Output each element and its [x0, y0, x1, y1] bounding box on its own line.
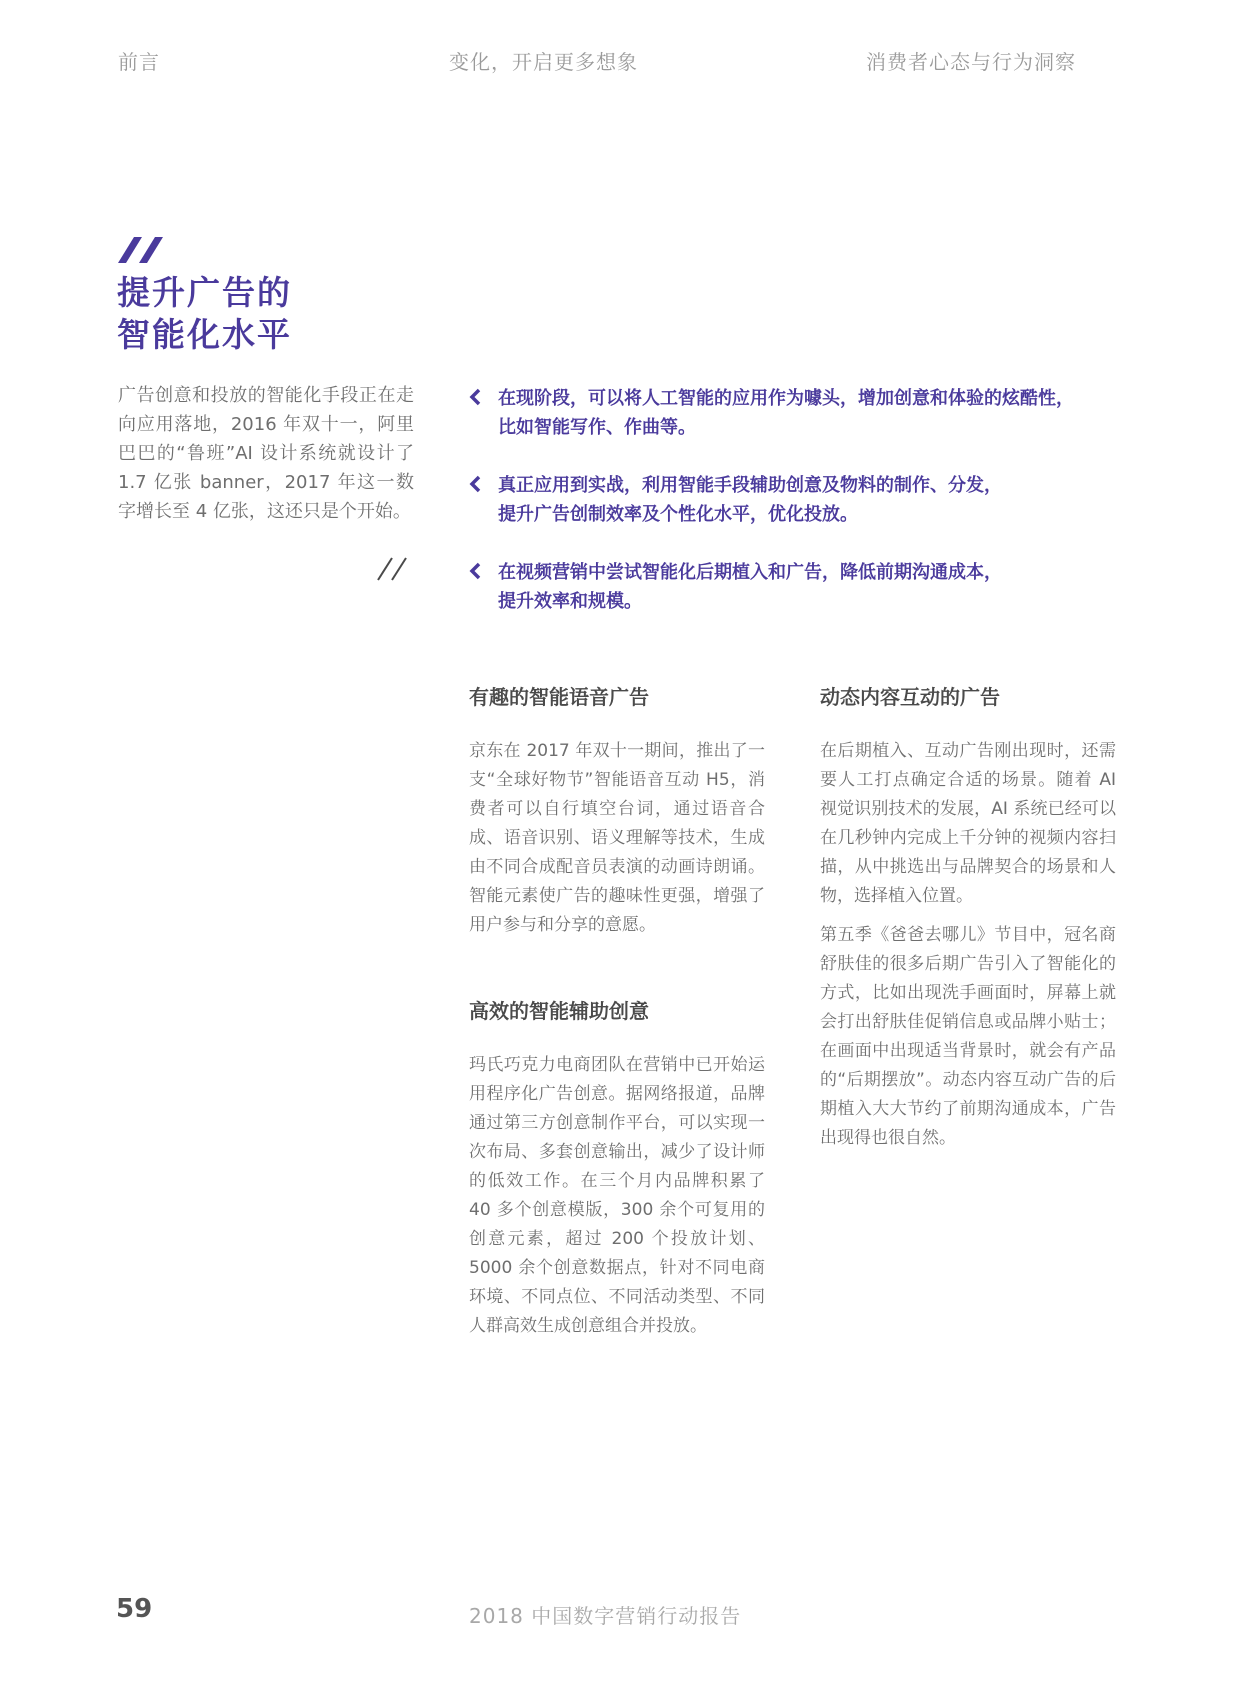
- article-voice-ads: [469, 683, 765, 940]
- double-slash-icon: [118, 235, 166, 265]
- section-title-line2: 智能化水平: [117, 315, 292, 354]
- key-point-item: [468, 558, 1108, 616]
- header-left: 前言: [118, 50, 160, 74]
- article-body: 第五季《爸爸去哪儿》节目中，冠名商舒肤佳的很多后期广告引入了智能化的方式，比如出现洗手画面时，屏幕上就会打出舒肤佳促销信息或品牌小贴士；在画面中出现适当背景时，就会有产品的“后期摆放”。动态内容互动广告的后期植入大大节约了前期沟通成本，广告出现得也很自然。: [820, 925, 1116, 1148]
- article-body: 玛氏巧克力电商团队在营销中已开始运用程序化广告创意。据网络报道，品牌通过第三方创意制作平台，可以实现一次布局、多套创意输出，减少了设计师的低效工作。在三个月内品牌积累了 40 多个创意模版，300 余个可复用的创意元素，超过 200 个投放计划、5000 余个创意数据点，针对不同电商环境、不同点位、不同活动类型、不同人群高效生成创意组合并投放。: [469, 1055, 765, 1336]
- key-points-list: [468, 384, 1108, 645]
- article-body: 在后期植入、互动广告刚出现时，还需要人工打点确定合适的场景。随着 AI 视觉识别技术的发展，AI 系统已经可以在几秒钟内完成上千分钟的视频内容扫描，从中挑选出与品牌契合的场景和人物，选择植入位置。: [820, 741, 1116, 906]
- footer-report-title: 2018 中国数字营销行动报告: [469, 1604, 742, 1628]
- key-point-item: [468, 384, 1108, 442]
- chevron-left-icon: [468, 474, 482, 494]
- article-body: 京东在 2017 年双十一期间，推出了一支“全球好物节”智能语音互动 H5，消费者可以自行填空台词，通过语音合成、语音识别、语义理解等技术，生成由不同合成配音员表演的动画诗朗诵。智能元素使广告的趣味性更强，增强了用户参与和分享的意愿。: [469, 741, 765, 935]
- header-right: 消费者心态与行为洞察: [866, 50, 1076, 74]
- key-point-line2: 提升效率和规模。: [498, 591, 642, 612]
- header-center: 变化，开启更多想象: [449, 50, 638, 74]
- key-point-line2: 提升广告创制效率及个性化水平，优化投放。: [498, 504, 858, 525]
- small-double-slash-icon: [376, 556, 412, 582]
- article-heading: 有趣的智能语音广告: [469, 685, 649, 709]
- article-heading: 动态内容互动的广告: [820, 685, 1000, 709]
- chevron-left-icon: [468, 387, 482, 407]
- section-title-line1: 提升广告的: [117, 273, 292, 312]
- chevron-left-icon: [468, 561, 482, 581]
- page-number: 59: [116, 1594, 153, 1624]
- key-point-line1: 在视频营销中尝试智能化后期植入和广告，降低前期沟通成本，: [498, 562, 1002, 583]
- article-dynamic-content: [820, 683, 1116, 1153]
- key-point-line1: 真正应用到实战，利用智能手段辅助创意及物料的制作、分发，: [498, 475, 1002, 496]
- key-point-item: [468, 471, 1108, 529]
- key-point-line2: 比如智能写作、作曲等。: [498, 417, 696, 438]
- intro-paragraph: 广告创意和投放的智能化手段正在走向应用落地，2016 年双十一，阿里巴巴的“鲁班”AI 设计系统就设计了 1.7 亿张 banner，2017 年这一数字增长至 4 亿张，这还只是个开始。: [118, 385, 414, 522]
- article-heading: 高效的智能辅助创意: [469, 999, 649, 1023]
- section-title: [117, 272, 292, 356]
- key-point-line1: 在现阶段，可以将人工智能的应用作为噱头，增加创意和体验的炫酷性，: [498, 388, 1074, 409]
- article-creative-assist: [469, 997, 765, 1341]
